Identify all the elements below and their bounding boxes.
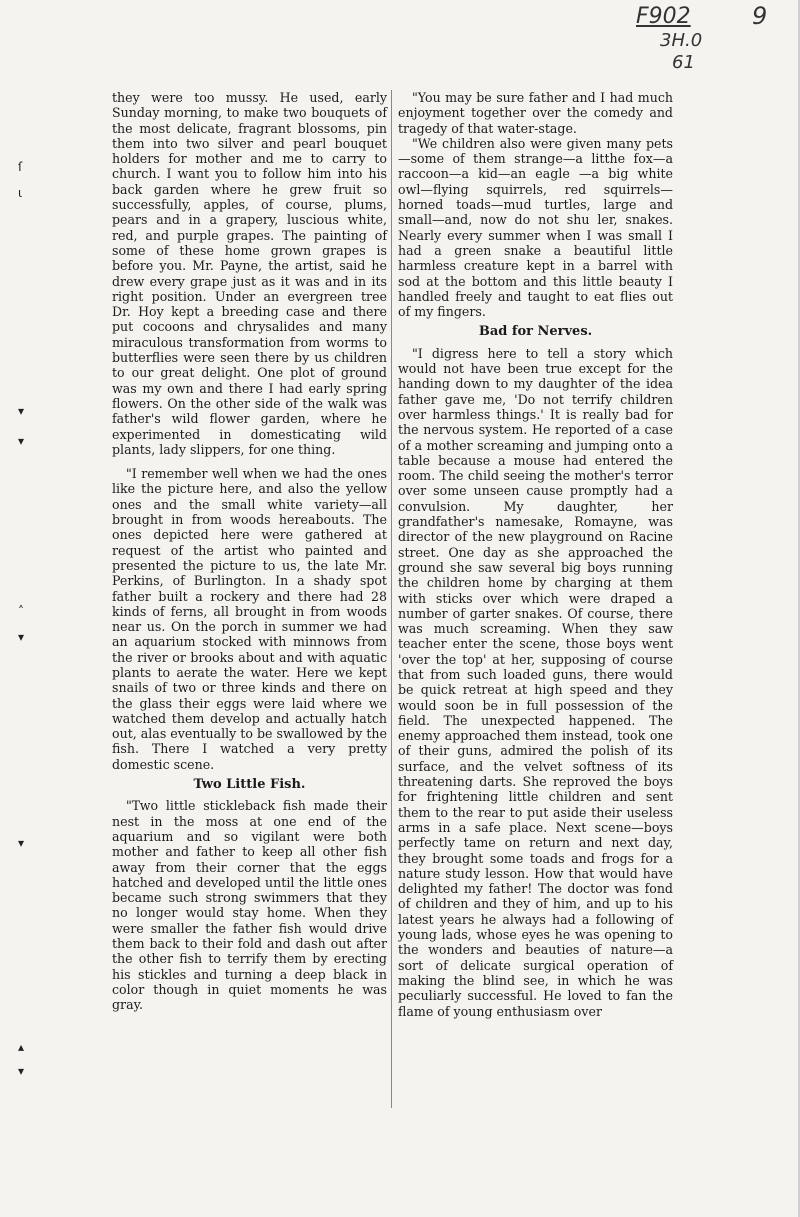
margin-mark: ▾	[18, 630, 25, 644]
sub-number-annotation: 3H.0	[660, 30, 703, 51]
right-paragraph-2: "We children also were given many pets—some of them strange—a litthe fox—a raccoon—a kid—an eagle —a big white owl—flying squirrels, red squirrels—horned toads—mud turtles, large and small—and, now do not shu ler, snakes. Nearly every summer when I was small I had a green snake a beautiful little harmless creature kept in a barrel with sod at the bottom and this little beauty I handled freely and taught to eat flies out of my fingers.	[398, 135, 673, 320]
margin-mark: ▾	[18, 1064, 25, 1078]
section-heading-two-little-fish: Two Little Fish.	[193, 777, 306, 793]
left-paragraph-3: "Two little stickleback fish made their nest in the moss at one end of the aquarium and so vigilant were both mother and father to keep all other fish away from their corner that the eggs hatched and developed until the little ones became such strong swimmers that they no longer would stay home. When they were smaller the father fish would drive them back to their fold and dash out after the other fish to terrify them by erecting his stickles and turning a deep black in color though in quiet moments he was gray.	[112, 798, 387, 1013]
margin-mark: ˄	[18, 604, 24, 618]
right-paragraph-1: "You may be sure father and I had much enjoyment together over the comedy and tragedy of that water-stage.	[398, 90, 673, 136]
margin-mark: ▾	[18, 434, 25, 448]
sub-number-annotation-2: 61	[672, 52, 695, 73]
margin-mark: ▾	[18, 836, 25, 850]
section-heading-bad-for-nerves: Bad for Nerves.	[478, 324, 593, 340]
margin-mark: ▾	[18, 404, 25, 418]
right-paragraph-3: "I digress here to tell a story which would not have been true except for the handing down to my daughter of the idea father gave me, 'Do not terrify children over harmless things.' It is really bad for the nervous system. He reported of a case of a mother screaming and jumping onto a table because a mouse had entered the room. The child seeing the mother's terror over some unseen cause promptly had a convulsion. My daughter, her grandfather's namesake, Romayne, was director of the new playground on Racine street. One day as she approached the ground she saw several big boys running the children home by charging at them with sticks over which were draped a number of garter snakes. Of course, there was much screaming. When they saw teacher enter the scene, those boys went 'over the top' at her, supposing of course that from such loaded guns, there would be quick retreat at high speed and they would soon be in full possession of the field. The unexpected happened. The enemy approached them instead, took one of their guns, admired the polish of its surface, and the velvet softness of its threatening darts. She reproved the boys for frightening little children and sent them to the rear to put aside their useless arms in a safe place. Next scene—boys perfectly tame on return and next day, they brought some toads and frogs for a nature study lesson. How that would have delighted my father! The doctor was fond of children and they of him, and up to his latest years he always had a following of young lads, whose eyes he was opening to the wonders and beauties of nature—a sort of delicate surgical operation of making the blind see, in which he was peculiarly successful. He loved to fan the flame of young enthusiasm over	[398, 345, 673, 1019]
margin-mark: ▴	[18, 1040, 25, 1054]
page-number-annotation: 9	[752, 2, 768, 30]
margin-mark: ſ	[18, 160, 23, 174]
margin-mark: ɩ	[18, 186, 23, 200]
right-column	[398, 90, 673, 1019]
catalog-number-annotation: F902	[636, 4, 691, 29]
column-divider	[391, 90, 392, 1108]
left-paragraph-2: "I remember well when we had the ones like the picture here, and also the yellow ones and the small white variety—all brought in from woods hereabouts. The ones depicted here were gathered at request of the artist who painted and presented the picture to us, the late Mr. Perkins, of Burlington. In a shady spot father built a rockery and there had 28 kinds of ferns, all brought in from woods near us. On the porch in summer we had an aquarium stocked with minnows from the river or brooks about and with aquatic plants to aerate the water. Here we kept snails of two or three kinds and there on the glass their eggs were laid where we watched them develop and actually hatch out, alas eventually to be swallowed by the fish. There I watched a very pretty domestic scene.	[112, 466, 387, 772]
left-paragraph-1: they were too mussy. He used, early Sunday morning, to make two bouquets of the most delicate, fragrant blossoms, pin them into two silver and pearl bouquet holders for mother and me to carry to church. I want you to follow him into his back garden where he grew fruit so successfully, apples, of course, plums, pears and in a grapery, luscious white, red, and purple grapes. The painting of some of these home grown grapes is before you. Mr. Payne, the artist, said he drew every grape just as it was and in its right position. Under an evergreen tree Dr. Hoy kept a breeding case and there put cocoons and chrysalides and many miraculous transformation from worms to butterflies were seen there by us children to our great delight. One plot of ground was my own and there I had early spring flowers. On the other side of the walk was father's wild flower garden, where he experimented in domesticating wild plants, lady slippers, for one thing.	[112, 90, 387, 457]
left-column	[112, 90, 387, 1013]
